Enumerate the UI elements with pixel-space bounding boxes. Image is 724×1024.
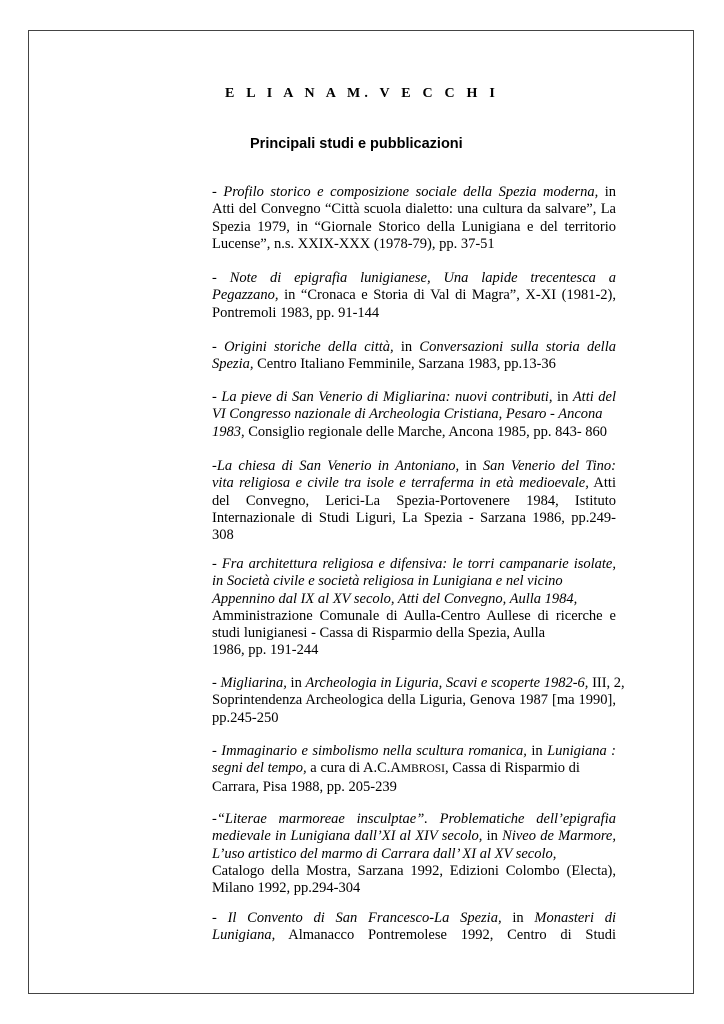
entry-line: [212, 779, 616, 796]
text-segment: -“Literae marmoreae insculptae”. Problematiche dell’epigrafia: [212, 811, 616, 827]
entry-line: [212, 625, 616, 642]
text-segment: Conversazioni sulla storia della: [419, 339, 616, 355]
text-segment: Pontremoli 1983, pp. 91-144: [212, 304, 380, 321]
text-segment: - Il Convento di San Francesco-La Spezia,: [212, 910, 502, 926]
text-segment: in: [482, 828, 503, 845]
text-segment: Monasteri di: [534, 910, 617, 926]
text-segment: medievale in Lunigiana dall’XI al XIV secolo,: [212, 828, 483, 845]
entry-line: [212, 287, 616, 304]
text-segment: vita religiosa e civile tra isole e terraferma in età medioevale,: [212, 475, 589, 492]
entry-line: [212, 692, 616, 709]
text-segment: in Società civile e società religiosa in Lunigiana e nel vicino: [212, 573, 563, 590]
text-segment: in: [501, 910, 535, 926]
text-segment: Lunigiana :: [547, 743, 616, 759]
text-segment: III, 2,: [588, 675, 625, 691]
text-segment: in: [286, 675, 306, 691]
text-segment: del Convegno, Lerici-La Spezia-Portovenere 1984, Istituto: [212, 492, 616, 509]
publication-entry-10: [212, 910, 616, 945]
text-segment: Catalogo della Mostra, Sarzana 1992, Edizioni Colombo (Electa),: [212, 862, 616, 879]
entry-line: [212, 510, 616, 527]
text-segment: Atti del: [572, 389, 616, 405]
text-segment: - Immaginario e simbolismo nella scultura romanica,: [212, 743, 527, 759]
text-segment: 1983: [212, 423, 241, 440]
entry-line: [212, 743, 616, 760]
text-segment: Spezia 1979, in “Giornale Storico della Lunigiana e del territorio: [212, 218, 616, 235]
entry-line: [212, 270, 616, 287]
text-segment: Pegazzano,: [212, 287, 279, 304]
entry-line: [212, 201, 616, 218]
publication-entry-9: [212, 811, 616, 897]
text-segment: - Fra architettura religiosa e difensiva: le torri campanarie isolate,: [212, 556, 616, 572]
entry-line: [212, 184, 616, 201]
text-segment: L’uso artistico del marmo di Carrara dall’ XI al XV secolo,: [212, 845, 557, 862]
text-segment: in: [552, 389, 573, 405]
entry-line: [212, 556, 616, 573]
publication-entry-8: [212, 743, 616, 796]
text-segment: , Cassa di Risparmio di: [444, 760, 580, 777]
text-segment: in: [526, 743, 548, 759]
text-segment: - Profilo storico e composizione sociale della Spezia moderna,: [212, 184, 599, 200]
entry-line: [212, 811, 616, 828]
text-segment: MBROSI: [400, 763, 445, 776]
entry-line: [212, 573, 616, 590]
publication-entry-4: [212, 389, 616, 441]
text-segment: - Migliarina,: [212, 675, 287, 691]
text-segment: Almanacco Pontremolese 1992, Centro di Studi: [275, 927, 616, 944]
text-segment: Amministrazione Comunale di Aulla-Centro Aullese di ricerche e: [212, 607, 616, 624]
entry-line: [212, 236, 616, 253]
text-segment: Atti del Convegno “Città scuola dialetto: una cultura da salvare”, La: [212, 201, 616, 218]
entry-line: [212, 475, 616, 492]
entry-line: [212, 927, 616, 944]
author-name: E L I A N A M. V E C C H I: [224, 86, 499, 101]
entry-line: [212, 863, 616, 880]
entry-line: [212, 642, 616, 659]
text-segment: Internazionale di Studi Liguri, La Spezia - Sarzana 1986, pp.249-: [212, 509, 616, 526]
text-segment: in: [598, 184, 617, 200]
text-segment: studi lunigianesi - Cassa di Risparmio della Spezia, Aulla: [212, 625, 546, 642]
text-segment: Carrara, Pisa 1988, pp. 205-239: [212, 778, 397, 795]
entry-line: [212, 846, 616, 863]
text-segment: Niveo de Marmore,: [502, 828, 616, 845]
publication-entry-7: [212, 675, 625, 727]
text-segment: - Origini storiche della città,: [212, 339, 394, 355]
entry-line: [212, 527, 616, 544]
text-segment: - La pieve di San Venerio di Migliarina: nuovi contributi,: [212, 389, 553, 405]
text-segment: Centro Italiano Femminile, Sarzana 1983, pp.13-36: [253, 356, 556, 373]
text-segment: Spezia,: [212, 356, 254, 373]
text-segment: Atti: [588, 475, 616, 492]
text-segment: 308: [212, 527, 234, 544]
text-segment: Archeologia in Liguria, Scavi e scoperte 1982-6,: [305, 675, 589, 691]
publication-entry-2: [212, 270, 616, 322]
entry-line: [212, 339, 616, 356]
text-segment: 1986, pp. 191-244: [212, 642, 319, 659]
text-segment: pp.245-250: [212, 709, 279, 726]
entry-line: [212, 760, 616, 778]
text-segment: San Venerio del Tino:: [482, 458, 616, 474]
text-segment: Lunigiana,: [212, 927, 276, 944]
text-segment: VI Congresso nazionale di Archeologia Cristiana, Pesaro - Ancona: [212, 406, 603, 423]
text-segment: -La chiesa di San Venerio in Antoniano,: [212, 458, 460, 474]
text-segment: segni del tempo,: [212, 760, 307, 777]
entry-line: [212, 910, 616, 927]
text-segment: in: [393, 339, 420, 355]
text-segment: - Note di epigrafia lunigianese, Una lapide trecentesca a: [212, 270, 616, 286]
entry-line: [212, 828, 616, 845]
entry-line: [212, 424, 616, 441]
publication-entry-3: [212, 339, 616, 374]
publication-entry-1: [212, 184, 616, 253]
text-segment: a cura di A.C.A: [306, 760, 401, 777]
text-segment: in “Cronaca e Storia di Val di Magra”, X-XI (1981-2),: [278, 287, 616, 304]
entry-line: [212, 493, 616, 510]
publication-entry-6: [212, 556, 616, 660]
text-segment: Soprintendenza Archeologica della Liguria, Genova 1987 [ma 1990],: [212, 692, 616, 709]
entry-line: [212, 880, 616, 897]
text-segment: in: [459, 458, 483, 474]
entry-line: [212, 710, 616, 727]
text-segment: Lucense”, n.s. XXIX-XXX (1978-79), pp. 37-51: [212, 235, 495, 252]
entry-line: [212, 675, 625, 692]
entry-line: [212, 591, 616, 608]
entry-line: [212, 406, 616, 423]
entry-line: [212, 219, 616, 236]
entry-line: [212, 608, 616, 625]
text-segment: Milano 1992, pp.294-304: [212, 880, 361, 897]
publication-entry-5: [212, 458, 616, 544]
entry-line: [212, 389, 616, 406]
page-subtitle: Principali studi e pubblicazioni: [250, 136, 463, 152]
entry-line: [212, 458, 616, 475]
entry-line: [212, 305, 616, 322]
text-segment: , Consiglio regionale delle Marche, Ancona 1985, pp. 843- 860: [241, 423, 608, 440]
text-segment: Appennino dal IX al XV secolo, Atti del Convegno, Aulla 1984,: [212, 590, 578, 607]
entry-line: [212, 356, 616, 373]
